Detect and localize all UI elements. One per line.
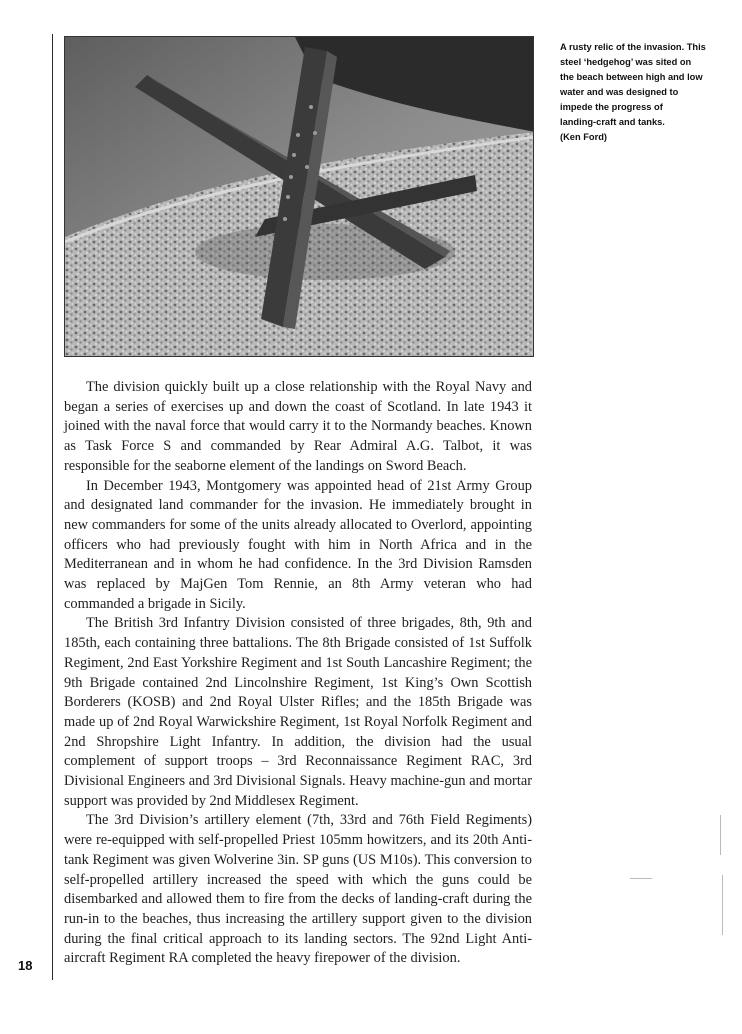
paragraph: The 3rd Division’s artillery element (7th, 33rd and 76th Field Regiments) were re-equipped with self-propelled Priest 105mm howitzers, and its 20th Anti-tank Regiment was given Wolverine 3in. SP guns (US M10s). This conversion to self-propelled artillery increased the speed with which the guns could be disembarked and allowed them to fire from the decks of landing-craft during the run-in to the beaches, thus increasing the artillery support given to the division during the final critical approach to its landing sectors. The 92nd Light Anti-aircraft Regiment RA completed the heavy firepower of the division. xyxy=(64,812,532,967)
page-number: 18 xyxy=(18,958,33,973)
caption-line: A rusty relic of the invasion. This xyxy=(560,42,706,52)
margin-rule xyxy=(52,34,53,980)
body-text xyxy=(64,378,532,969)
caption-line: landing-craft and tanks. xyxy=(560,117,665,127)
scan-mark xyxy=(720,815,721,855)
hedgehog-illustration xyxy=(65,37,534,357)
paragraph: The division quickly built up a close relationship with the Royal Navy and began a series of exercises up and down the coast of Scotland. In late 1943 it joined with the naval force that would carry it to the Normandy beaches. Known as Task Force S and commanded by Rear Admiral A.G. Talbot, it was responsible for the seaborne element of the landings on Sword Beach. xyxy=(64,379,532,474)
scan-mark xyxy=(722,875,723,935)
scan-mark xyxy=(630,878,652,879)
caption-credit: (Ken Ford) xyxy=(560,132,607,142)
caption-line: water and was designed to xyxy=(560,87,679,97)
caption-line: the beach between high and low xyxy=(560,72,703,82)
paragraph: The British 3rd Infantry Division consisted of three brigades, 8th, 9th and 185th, each containing three battalions. The 8th Brigade consisted of 1st Suffolk Regiment, 2nd East Yorkshire Regiment and 1st South Lancashire Regiment; the 9th Brigade contained 2nd Lincolnshire Regiment, 1st King’s Own Scottish Borderers (KOSB) and 2nd Royal Ulster Rifles; and the 185th Brigade was made up of 2nd Royal Warwickshire Regiment, 1st Royal Norfolk Regiment and 2nd Shropshire Light Infantry. In addition, the division had the usual complement of support troops – 3rd Reconnaissance Regiment RAC, 3rd Divisional Engineers and 3rd Divisional Signals. Heavy machine-gun and mortar support was provided by 2nd Middlesex Regiment. xyxy=(64,615,532,809)
caption-line: impede the progress of xyxy=(560,102,663,112)
hedgehog-photo xyxy=(64,36,534,357)
paragraph: In December 1943, Montgomery was appointed head of 21st Army Group and designated land commander for the invasion. He immediately brought in new commanders for some of the units already allocated to Overlord, appointing officers who had previously fought with him in North Africa and in the Mediterranean and in whom he had confidence. In the 3rd Division Ramsden was replaced by MajGen Tom Rennie, an 8th Army veteran who had commanded a brigade in Sicily. xyxy=(64,477,532,612)
caption-line: steel ‘hedgehog’ was sited on xyxy=(560,57,692,67)
photo-caption xyxy=(560,40,742,145)
